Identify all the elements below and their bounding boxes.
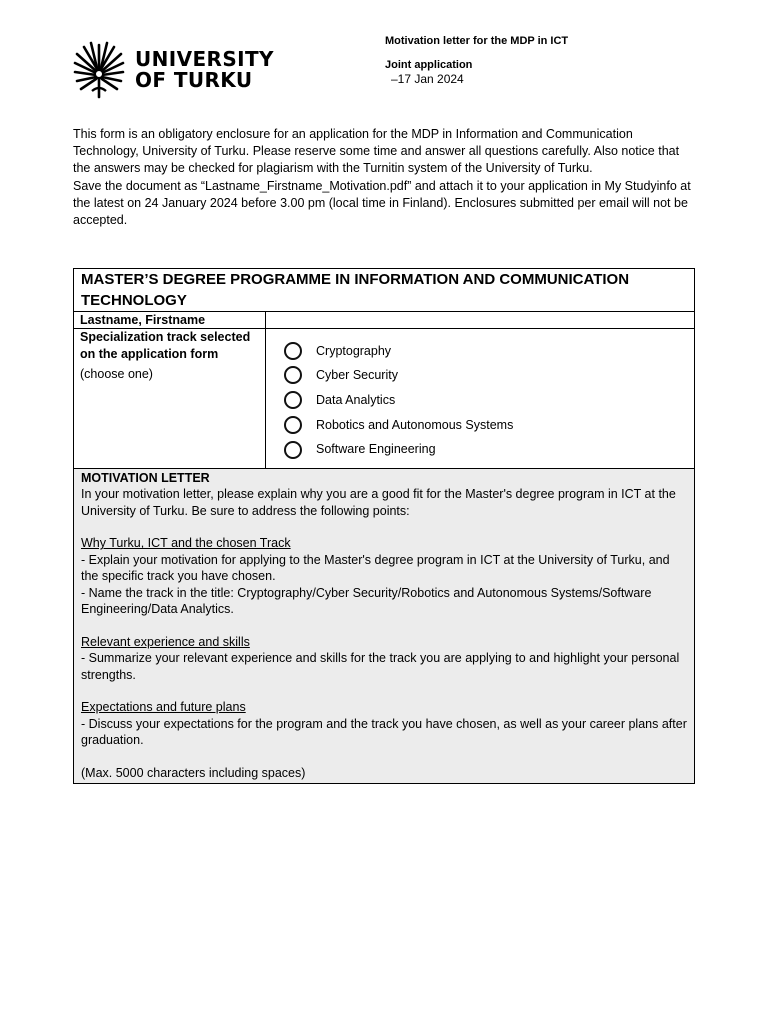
intro-paragraph: Save the document as “Lastname_Firstname_Motivation.pdf” and attach it to your application in My Studyinfo at the latest on 24 January 2024 before 3.00 pm (local time in Finland). Enclosures submitted per email will not be accepted. (73, 178, 691, 228)
section-line: - Discuss your expectations for the program and the track you have chosen, as well as your career plans after graduation. (81, 716, 687, 748)
track-option-software-engineering[interactable] (272, 437, 688, 462)
application-form (73, 268, 695, 784)
name-field[interactable] (266, 312, 695, 329)
motivation-letter-field[interactable] (74, 468, 695, 783)
application-type: Joint application (385, 59, 473, 71)
track-label-cell (74, 329, 266, 468)
character-limit-note: (Max. 5000 characters including spaces) (81, 766, 306, 781)
form-title: MASTER’S DEGREE PROGRAMME IN INFORMATION AND COMMUNICATION TECHNOLOGY (74, 269, 695, 312)
track-option-label: Cyber Security (316, 368, 398, 383)
track-label: Specialization track selected on the application form (80, 330, 251, 361)
name-label: Lastname, Firstname (74, 312, 266, 329)
intro-paragraph: This form is an obligatory enclosure for an application for the MDP in Information and Communication Technology, University of Turku. Please reserve some time and answer all questions carefully. Also notice that the answers may be checked for plagiarism with the Turnitin system of the University of Turku. (73, 127, 680, 176)
university-emblem-icon (72, 41, 126, 99)
section-line: - Name the track in the title: Cryptography/Cyber Security/Robotics and Autonomous Systems/Software Engineering/Data Analytics. (81, 585, 652, 617)
radio-button[interactable] (284, 441, 302, 459)
motivation-heading: MOTIVATION LETTER (81, 470, 210, 485)
track-option-robotics[interactable] (272, 412, 688, 437)
logo-line-1: UNIVERSITY (135, 47, 274, 71)
document-title: Motivation letter for the MDP in ICT (385, 35, 569, 47)
track-option-label: Data Analytics (316, 392, 396, 407)
radio-button[interactable] (284, 416, 302, 434)
track-options (266, 329, 695, 468)
section-line: - Explain your motivation for applying to the Master's degree program in ICT at the University of Turku, and the specific track you have chosen. (81, 552, 670, 584)
radio-button[interactable] (284, 391, 302, 409)
track-option-cyber-security[interactable] (272, 363, 688, 388)
intro-text (73, 126, 695, 229)
section-line: - Summarize your relevant experience and skills for the track you are applying to and highlight your personal strengths. (81, 651, 680, 682)
track-hint: (choose one) (80, 367, 153, 382)
university-logo (72, 40, 292, 100)
section-title: Expectations and future plans (81, 700, 246, 715)
track-option-cryptography[interactable] (272, 338, 688, 363)
logo-line-2: OF TURKU (135, 68, 253, 92)
section-title: Why Turku, ICT and the chosen Track (81, 536, 291, 551)
document-header (385, 34, 568, 86)
track-option-label: Robotics and Autonomous Systems (316, 417, 514, 432)
track-option-label: Cryptography (316, 343, 392, 358)
logo-wordmark (135, 49, 274, 91)
radio-button[interactable] (284, 342, 302, 360)
application-date: –17 Jan 2024 (391, 72, 464, 86)
radio-button[interactable] (284, 366, 302, 384)
track-option-label: Software Engineering (316, 442, 436, 457)
track-option-data-analytics[interactable] (272, 388, 688, 413)
motivation-intro: In your motivation letter, please explain why you are a good fit for the Master's degree program in ICT at the University of Turku. Be sure to address the following points: (81, 487, 676, 518)
section-title: Relevant experience and skills (81, 634, 250, 649)
